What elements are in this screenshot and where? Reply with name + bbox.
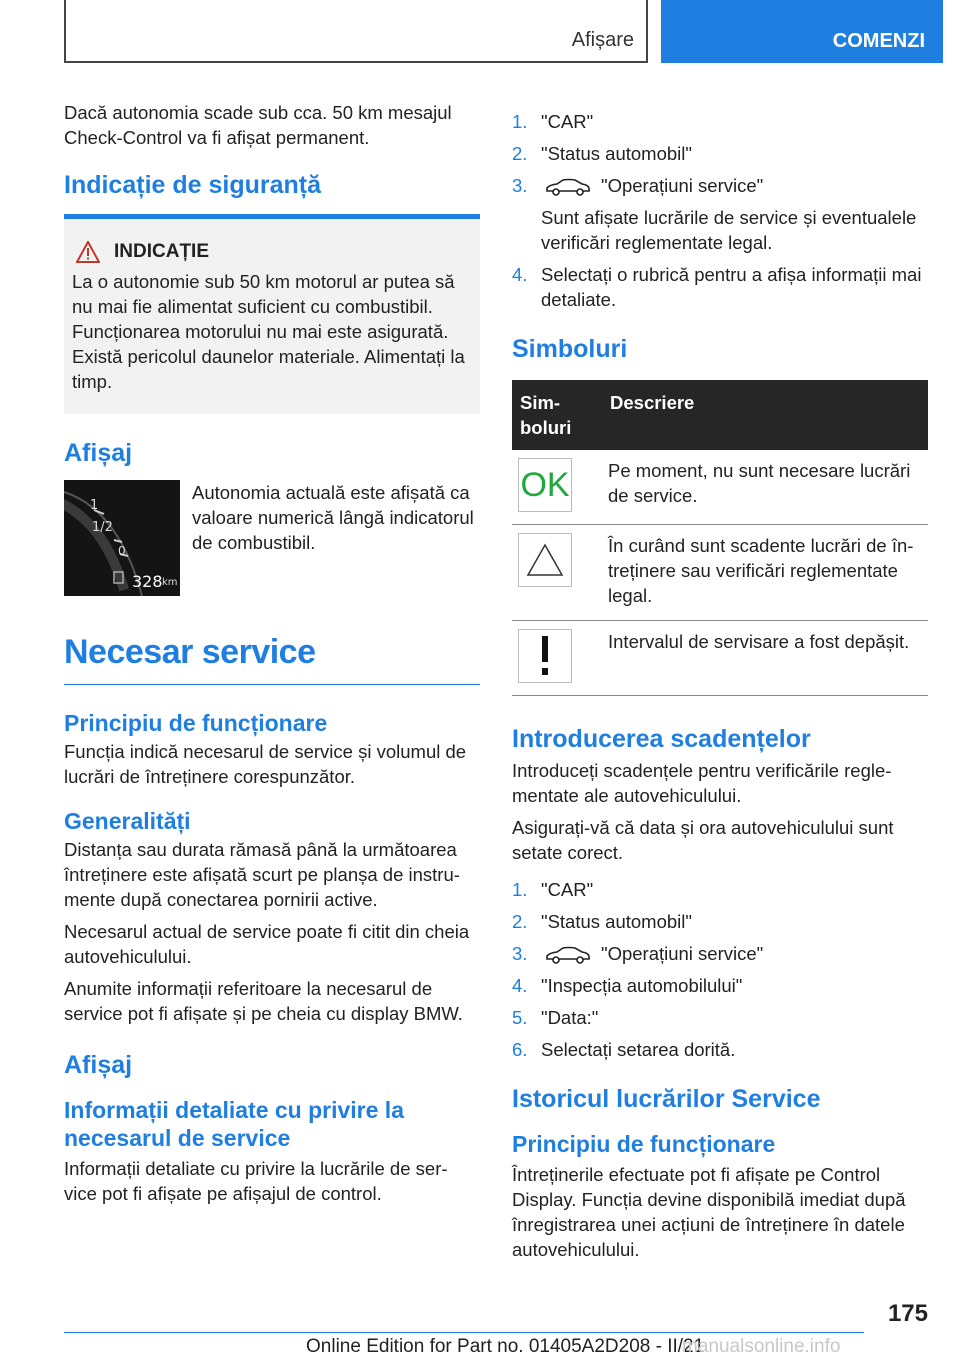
table-row — [512, 450, 928, 525]
history-subheading: Principiu de funcționare — [512, 1131, 776, 1157]
symbols-table — [512, 380, 928, 696]
symbols-heading: Simboluri — [512, 335, 628, 363]
warning-title-row — [72, 241, 470, 263]
list-item — [512, 109, 928, 134]
step-number: 1. — [512, 879, 528, 900]
step-number: 2. — [512, 143, 528, 164]
description-cell: Intervalul de servisare a fost depășit. — [602, 621, 928, 696]
ok-symbol-text: OK — [520, 466, 570, 504]
list-item — [512, 1005, 928, 1030]
general-p2: Necesarul actual de service poate fi citit din cheia autovehiculului. — [64, 921, 470, 967]
gauge-mark-1: 1 — [90, 498, 99, 513]
exclamation-icon — [518, 629, 572, 683]
col-description-header: Descriere — [602, 380, 928, 450]
list-item — [512, 909, 928, 934]
chapter-tab-label: COMENZI — [832, 30, 925, 52]
footer-rule — [64, 1332, 864, 1333]
car-icon — [545, 178, 591, 196]
dates-p2: Asigurați-vă că data și ora autovehiculului sunt setate corect. — [512, 817, 894, 863]
list-item — [512, 973, 928, 998]
service-rule — [64, 684, 480, 685]
gauge-range-value: 328 — [132, 572, 163, 591]
step3-note: Sunt afișate lucrările de service și eventualele verificări reglementate legal. — [541, 207, 917, 253]
car-icon — [545, 946, 591, 964]
right-column — [512, 109, 928, 1262]
table-row — [512, 621, 928, 696]
symbol-cell — [512, 450, 602, 525]
step-text: "Data:" — [541, 1007, 599, 1028]
general-heading: Generalități — [64, 808, 191, 834]
safety-heading: Indicație de siguranță — [64, 171, 322, 199]
details-text: Informații detaliate cu privire la lucrările de ser-vice pot fi afișate pe afișajul de control. — [64, 1158, 448, 1204]
display2-heading: Afișaj — [64, 1051, 133, 1079]
step-text: "Operațiuni service" — [601, 943, 764, 964]
general-p1: Distanța sau durata rămasă până la următoarea întreținere este afișată scurt pe planșa de instru-mente după conectarea pornirii active. — [64, 839, 460, 910]
dates-heading: Introducerea scadențelor — [512, 725, 811, 753]
header-chapter-tab — [661, 0, 943, 63]
history-text: Întreținerile efectuate pot fi afișate pe Control Display. Funcția devine disponibilă imediat după înregistrarea unei acțiuni de întreținere în datele autovehiculului. — [512, 1164, 906, 1260]
table-row — [512, 525, 928, 621]
left-column — [64, 100, 480, 1206]
ok-icon — [518, 458, 572, 512]
step-text-with-icon — [541, 941, 928, 966]
warning-triangle-icon — [518, 533, 572, 587]
edition-text: Online Edition for Part no. 01405A2D208 - II/21 — [306, 1336, 705, 1357]
header-section-tab — [64, 0, 648, 63]
dates-p1: Introduceți scadențele pentru verificările regle-mentate ale autovehiculului. — [512, 760, 892, 806]
general-p3: Anumite informații referitoare la necesarul de service pot fi afișate și pe cheia cu display BMW. — [64, 978, 463, 1024]
step-text: "Status automobil" — [541, 143, 692, 164]
gauge-range-unit: km — [162, 577, 178, 588]
step-text: "CAR" — [541, 879, 594, 900]
warning-triangle-icon — [76, 241, 100, 263]
list-item — [512, 262, 928, 312]
step-number: 3. — [512, 175, 528, 196]
list-item — [512, 877, 928, 902]
step-number: 6. — [512, 1039, 528, 1060]
symbol-cell — [512, 621, 602, 696]
gauge-mark-0: 0 — [118, 544, 126, 558]
fuel-gauge-image — [64, 480, 180, 596]
step-text: Selectați o rubrică pentru a afișa informații mai detaliate. — [541, 264, 922, 310]
principle-text: Funcția indică necesarul de service și volumul de lucrări de întreținere corespunzător. — [64, 741, 467, 787]
step-number: 2. — [512, 911, 528, 932]
page-number: 175 — [887, 1300, 928, 1327]
warning-title: INDICAȚIE — [114, 241, 209, 262]
service-heading: Necesar service — [64, 633, 316, 671]
steps-list-2 — [512, 877, 928, 1062]
step-text: "Status automobil" — [541, 911, 692, 932]
symbol-cell — [512, 525, 602, 621]
gauge-mark-half: 1/2 — [92, 520, 113, 535]
history-heading: Istoricul lucrărilor Service — [512, 1085, 821, 1113]
list-item — [512, 141, 928, 166]
step-number: 4. — [512, 975, 528, 996]
intro-paragraph: Dacă autonomia scade sub cca. 50 km mesajul Check-Control va fi afișat permanent. — [64, 102, 452, 148]
display-row — [64, 480, 480, 596]
list-item — [512, 1037, 928, 1062]
step-number: 4. — [512, 264, 528, 285]
step-text-with-icon — [541, 173, 928, 255]
display-text: Autonomia actuală este afișată ca valoare numerică lângă indicatorul de combustibil. — [192, 482, 474, 553]
description-cell: Pe moment, nu sunt necesare lucrări de service. — [602, 450, 928, 525]
step-text: "Operațiuni service" — [601, 175, 764, 196]
description-cell: În curând sunt scadente lucrări de în-treținere sau verificări reglementate legal. — [602, 525, 928, 621]
step-text: "Inspecția automobilului" — [541, 975, 743, 996]
section-tab-label: Afișare — [571, 29, 634, 51]
principle-heading: Principiu de funcționare — [64, 710, 328, 736]
warning-text: La o autonomie sub 50 km motorul ar putea să nu mai fie alimentat suficient cu combustibil. Funcționarea motorului nu mai este asigurată. Există pericolul daunelor materiale. Alimentați la timp. — [72, 271, 465, 392]
list-item — [512, 941, 928, 966]
step-number: 5. — [512, 1007, 528, 1028]
display-heading: Afișaj — [64, 439, 133, 467]
steps-list-1 — [512, 109, 928, 312]
step-text: Selectați setarea dorită. — [541, 1039, 736, 1060]
step-number: 3. — [512, 943, 528, 964]
details-heading: Informații detaliate cu privire la necesarul de service — [64, 1097, 404, 1151]
watermark-text: manualsonline.info — [682, 1336, 841, 1357]
list-item — [512, 173, 928, 255]
col-symbols-header: Sim-boluri — [512, 380, 602, 450]
table-header-row — [512, 380, 928, 450]
step-number: 1. — [512, 111, 528, 132]
warning-box — [64, 219, 480, 414]
step-text: "CAR" — [541, 111, 594, 132]
